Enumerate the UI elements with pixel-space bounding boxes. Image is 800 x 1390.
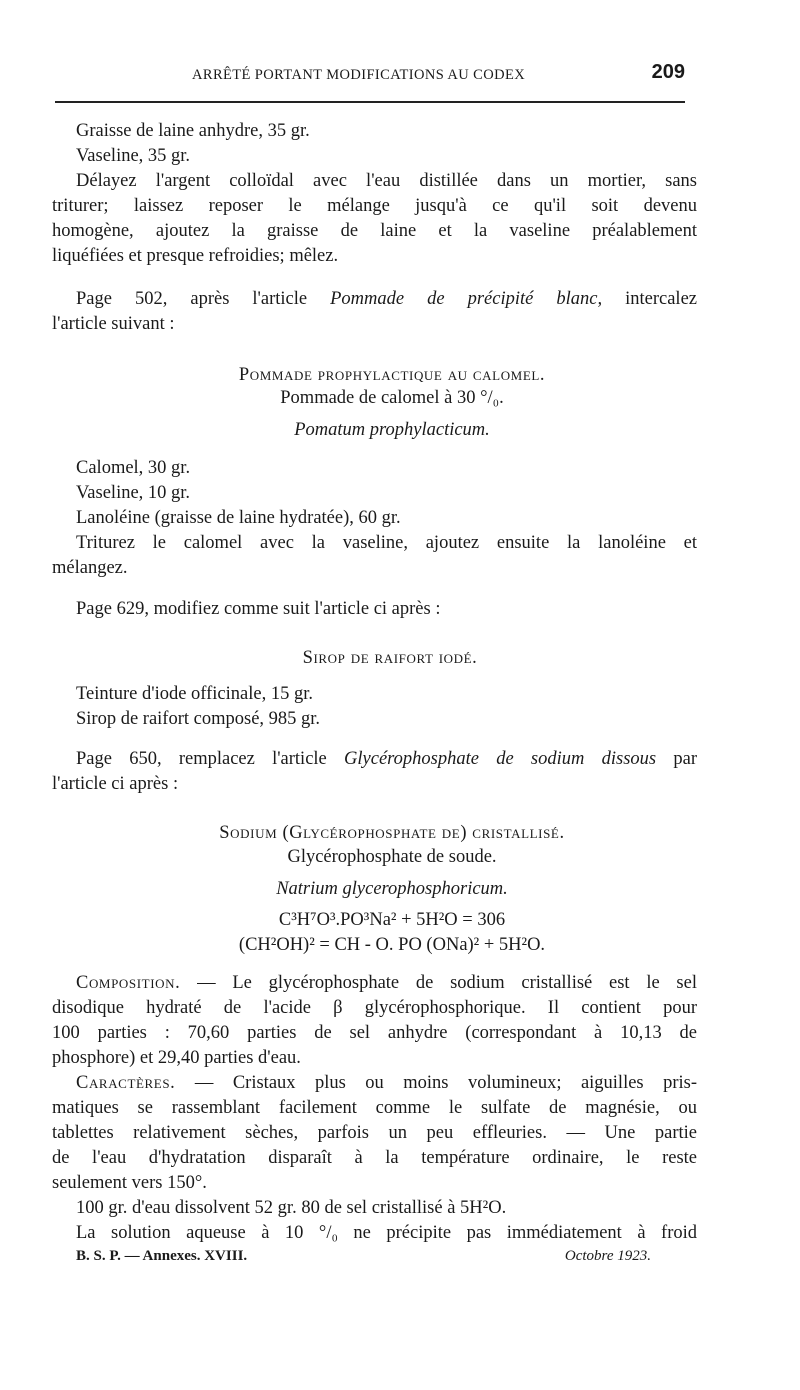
text-line: seulement vers 150°. bbox=[52, 1173, 207, 1193]
text-run: — Cristaux plus ou moins volumineux; aiguilles pris- bbox=[175, 1073, 697, 1093]
subtitle: Glycérophosphate de soude. bbox=[287, 847, 497, 867]
footer-date: Octobre 1923. bbox=[564, 1248, 651, 1264]
chemical-formula: (CH²OH)² = CH - O. PO (ONa)² + 5H²O. bbox=[238, 935, 546, 955]
chemical-formula: C³H⁷O³.PO³Na² + 5H²O = 306 bbox=[278, 910, 506, 930]
text-line: Teinture d'iode officinale, 15 gr. bbox=[76, 684, 313, 704]
text-line: homogène, ajoutez la graisse de laine et la vaseline préalablement bbox=[52, 221, 697, 241]
latin-text: Natrium glycerophosphoricum. bbox=[276, 879, 508, 899]
text-line: disodique hydraté de l'acide β glycérophosphorique. Il contient pour bbox=[52, 998, 697, 1018]
text-line: Sirop de raifort composé, 985 gr. bbox=[76, 709, 321, 729]
text-line: liquéfiées et presque refroidies; mêlez. bbox=[52, 246, 339, 266]
text-line: Calomel, 30 gr. bbox=[76, 458, 191, 478]
text-line: Vaseline, 35 gr. bbox=[76, 146, 191, 166]
text-line: Vaseline, 10 gr. bbox=[76, 483, 191, 503]
page-footer bbox=[76, 1248, 651, 1270]
footer-signature: B. S. P. — Annexes. XVIII. bbox=[76, 1248, 248, 1264]
paragraph-label: Composition. bbox=[76, 973, 181, 993]
text-line: tablettes relativement sèches, parfois un peu effleuries. — Une partie bbox=[52, 1123, 697, 1143]
text-run: Page 650, remplacez l'article bbox=[76, 749, 345, 769]
article-title: Pommade de précipité blanc, bbox=[330, 289, 603, 309]
text-line: phosphore) et 29,40 parties d'eau. bbox=[52, 1048, 301, 1068]
text-line: l'article suivant : bbox=[52, 314, 175, 334]
text-line: Délayez l'argent colloïdal avec l'eau distillée dans un mortier, sans bbox=[76, 171, 697, 191]
text-line: 100 parties : 70,60 parties de sel anhydre (correspondant à 10,13 de bbox=[52, 1023, 697, 1043]
text-run: Page 502, après l'article bbox=[76, 289, 331, 309]
text-line: mélangez. bbox=[52, 558, 128, 578]
page-header bbox=[55, 62, 685, 92]
text-line bbox=[76, 747, 697, 771]
latin-text: Pomatum prophylacticum. bbox=[294, 420, 490, 440]
running-head: ARRÊTÉ PORTANT MODIFICATIONS AU CODEX bbox=[192, 67, 526, 83]
text-run: — Le glycérophosphate de sodium cristallisé est le sel bbox=[180, 973, 697, 993]
text-line: La solution aqueuse à 10 °/₀ ne précipite pas immédiatement à froid bbox=[76, 1223, 697, 1243]
latin-name bbox=[172, 418, 612, 442]
text-line bbox=[76, 1071, 697, 1095]
text-line bbox=[76, 287, 697, 311]
text-line: Graisse de laine anhydre, 35 gr. bbox=[76, 121, 310, 141]
text-run: par bbox=[656, 749, 697, 769]
text-line: Lanoléine (graisse de laine hydratée), 60 gr. bbox=[76, 508, 401, 528]
text-line: matiques se rassemblant facilement comme le sulfate de magnésie, ou bbox=[52, 1098, 697, 1118]
section-heading: Sodium (Glycérophosphate de) cristallisé. bbox=[219, 823, 565, 843]
subtitle: Pommade de calomel à 30 °/₀. bbox=[280, 388, 504, 408]
text-run: intercalez bbox=[602, 289, 697, 309]
section-heading: Pommade prophylactique au calomel. bbox=[238, 365, 546, 385]
section-heading: Sirop de raifort iodé. bbox=[302, 648, 478, 668]
text-line: de l'eau d'hydratation disparaît à la température ordinaire, le reste bbox=[52, 1148, 697, 1168]
text-line: triturer; laissez reposer le mélange jusqu'à ce qu'il soit devenu bbox=[52, 196, 697, 216]
text-line: l'article ci après : bbox=[52, 774, 179, 794]
paragraph-label: Caractères. bbox=[76, 1073, 176, 1093]
latin-name bbox=[172, 877, 612, 901]
article-title: Glycérophosphate de sodium dissous bbox=[344, 749, 657, 769]
text-line: Triturez le calomel avec la vaseline, ajoutez ensuite la lanoléine et bbox=[76, 533, 697, 553]
text-line bbox=[76, 971, 697, 995]
text-line: 100 gr. d'eau dissolvent 52 gr. 80 de sel cristallisé à 5H²O. bbox=[76, 1198, 507, 1218]
header-rule bbox=[55, 101, 685, 103]
page-number: 209 bbox=[651, 61, 685, 83]
text-line: Page 629, modifiez comme suit l'article ci après : bbox=[76, 599, 441, 619]
